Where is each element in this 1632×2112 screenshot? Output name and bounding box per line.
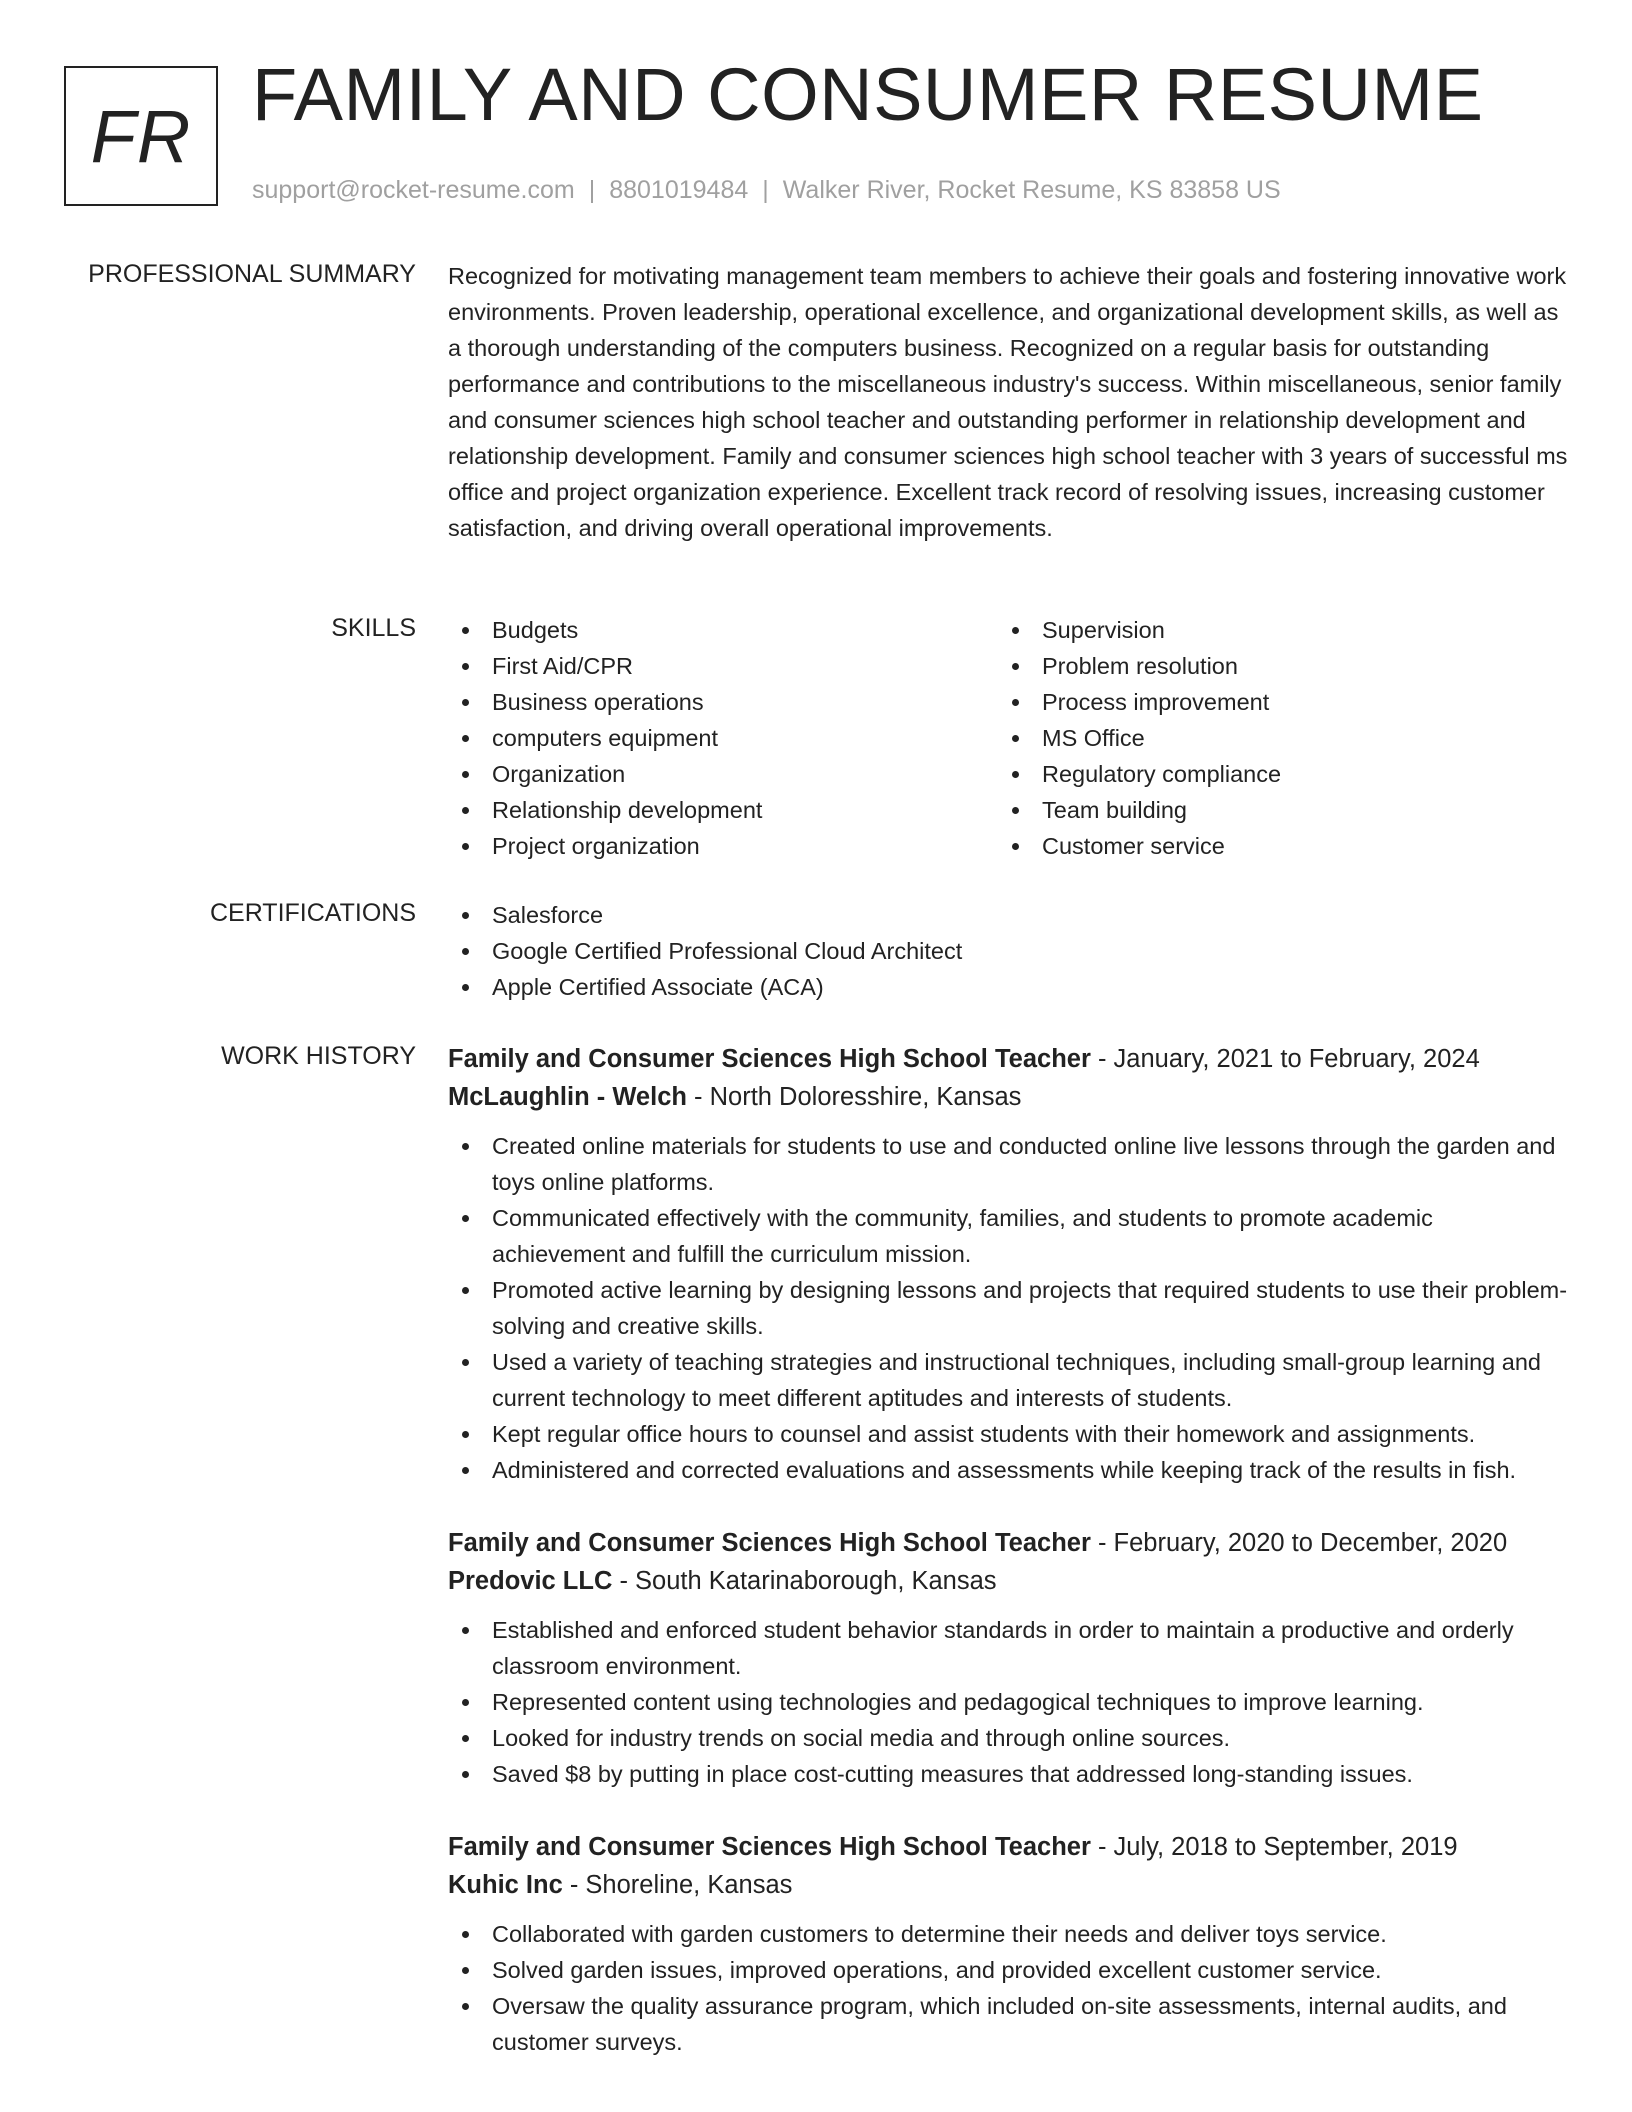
skill-item: First Aid/CPR	[448, 648, 998, 684]
certifications-list	[448, 897, 1568, 1005]
work-history-label: WORK HISTORY	[221, 1042, 416, 1070]
job-company-line	[448, 1866, 1568, 1904]
skills-grid	[448, 612, 1568, 864]
job-bullet: Used a variety of teaching strategies and instructional techniques, including small-group learning and current technology to meet different aptitudes and interests of students.	[448, 1344, 1568, 1416]
skill-item: Business operations	[448, 684, 998, 720]
job-bullets	[448, 1916, 1568, 2060]
job-bullets	[448, 1128, 1568, 1488]
job-company: Kuhic Inc	[448, 1871, 563, 1899]
job-title-line	[448, 1524, 1568, 1562]
skill-item: Process improvement	[998, 684, 1548, 720]
contact-email: support@rocket-resume.com	[252, 176, 575, 204]
job-bullet: Communicated effectively with the community, families, and students to promote academic achievement and fulfill the curriculum mission.	[448, 1200, 1568, 1272]
skills-body	[448, 612, 1568, 864]
monogram-box	[64, 66, 218, 206]
job-location: - Shoreline, Kansas	[562, 1871, 793, 1899]
contact-address: Walker River, Rocket Resume, KS 83858 US	[782, 176, 1281, 204]
skill-item: MS Office	[998, 720, 1548, 756]
job-bullet: Saved $8 by putting in place cost-cutting measures that addressed long-standing issues.	[448, 1756, 1568, 1792]
summary-label: PROFESSIONAL SUMMARY	[88, 260, 416, 288]
skill-item: Project organization	[448, 828, 998, 864]
work-history-body	[448, 1040, 1568, 2060]
skill-item: Customer service	[998, 828, 1548, 864]
job-bullet: Created online materials for students to use and conducted online live lessons through the garden and toys online platforms.	[448, 1128, 1568, 1200]
contact-line	[252, 176, 1281, 205]
resume-title: FAMILY AND CONSUMER RESUME	[252, 53, 1484, 136]
certifications-body	[448, 897, 1568, 1005]
job-title: Family and Consumer Sciences High School Teacher	[448, 1529, 1091, 1557]
monogram-initials: FR	[90, 94, 192, 178]
job-bullet: Kept regular office hours to counsel and assist students with their homework and assignments.	[448, 1416, 1568, 1452]
job-bullet: Collaborated with garden customers to determine their needs and deliver toys service.	[448, 1916, 1568, 1952]
skill-item: computers equipment	[448, 720, 998, 756]
skill-item: Budgets	[448, 612, 998, 648]
skills-label: SKILLS	[331, 614, 416, 642]
job-entry	[448, 1040, 1568, 1488]
skill-item: Supervision	[998, 612, 1548, 648]
job-entry	[448, 1524, 1568, 1792]
job-dates: - January, 2021 to February, 2024	[1090, 1045, 1480, 1073]
job-bullet: Established and enforced student behavior standards in order to maintain a productive and orderly classroom environment.	[448, 1612, 1568, 1684]
skill-item: Relationship development	[448, 792, 998, 828]
summary-text: Recognized for motivating management team members to achieve their goals and fostering innovative work environments. Proven leadership, operational excellence, and organizational development skills, as well as a thorough understanding of the computers business. Recognized on a regular basis for outstanding performance and contributions to the miscellaneous industry's success. Within miscellaneous, senior family and consumer sciences high school teacher and outstanding performer in relationship development and relationship development. Family and consumer sciences high school teacher with 3 years of successful ms office and project organization experience. Excellent track record of resolving issues, increasing customer satisfaction, and driving overall operational improvements.	[448, 263, 1568, 541]
job-title: Family and Consumer Sciences High School Teacher	[448, 1045, 1091, 1073]
job-location: - South Katarinaborough, Kansas	[612, 1567, 997, 1595]
skills-column-right	[998, 612, 1548, 864]
job-bullet: Administered and corrected evaluations and assessments while keeping track of the results in fish.	[448, 1452, 1568, 1488]
skill-item: Team building	[998, 792, 1548, 828]
job-entry	[448, 1828, 1568, 2060]
contact-separator: |	[588, 176, 596, 204]
certification-item: Apple Certified Associate (ACA)	[448, 969, 1568, 1005]
job-dates: - February, 2020 to December, 2020	[1090, 1529, 1508, 1557]
job-company-line	[448, 1562, 1568, 1600]
summary-body	[448, 258, 1568, 546]
skill-item: Problem resolution	[998, 648, 1548, 684]
job-bullets	[448, 1612, 1568, 1792]
job-bullet: Solved garden issues, improved operations, and provided excellent customer service.	[448, 1952, 1568, 1988]
skills-column-left	[448, 612, 998, 864]
job-location: - North Doloresshire, Kansas	[686, 1083, 1022, 1111]
certification-item: Google Certified Professional Cloud Architect	[448, 933, 1568, 969]
job-title: Family and Consumer Sciences High School Teacher	[448, 1833, 1091, 1861]
job-bullet: Represented content using technologies and pedagogical techniques to improve learning.	[448, 1684, 1568, 1720]
certification-item: Salesforce	[448, 897, 1568, 933]
job-dates: - July, 2018 to September, 2019	[1090, 1833, 1458, 1861]
job-company: McLaughlin - Welch	[448, 1083, 687, 1111]
contact-separator: |	[762, 176, 769, 204]
job-title-line	[448, 1040, 1568, 1078]
job-bullet: Promoted active learning by designing lessons and projects that required students to use their problem-solving and creative skills.	[448, 1272, 1568, 1344]
job-company: Predovic LLC	[448, 1567, 613, 1595]
skill-item: Regulatory compliance	[998, 756, 1548, 792]
job-bullet: Looked for industry trends on social media and through online sources.	[448, 1720, 1568, 1756]
job-company-line	[448, 1078, 1568, 1116]
contact-phone: 8801019484	[609, 176, 749, 204]
job-title-line	[448, 1828, 1568, 1866]
certifications-label: CERTIFICATIONS	[209, 899, 416, 927]
job-bullet: Oversaw the quality assurance program, which included on-site assessments, internal audits, and customer surveys.	[448, 1988, 1568, 2060]
skill-item: Organization	[448, 756, 998, 792]
